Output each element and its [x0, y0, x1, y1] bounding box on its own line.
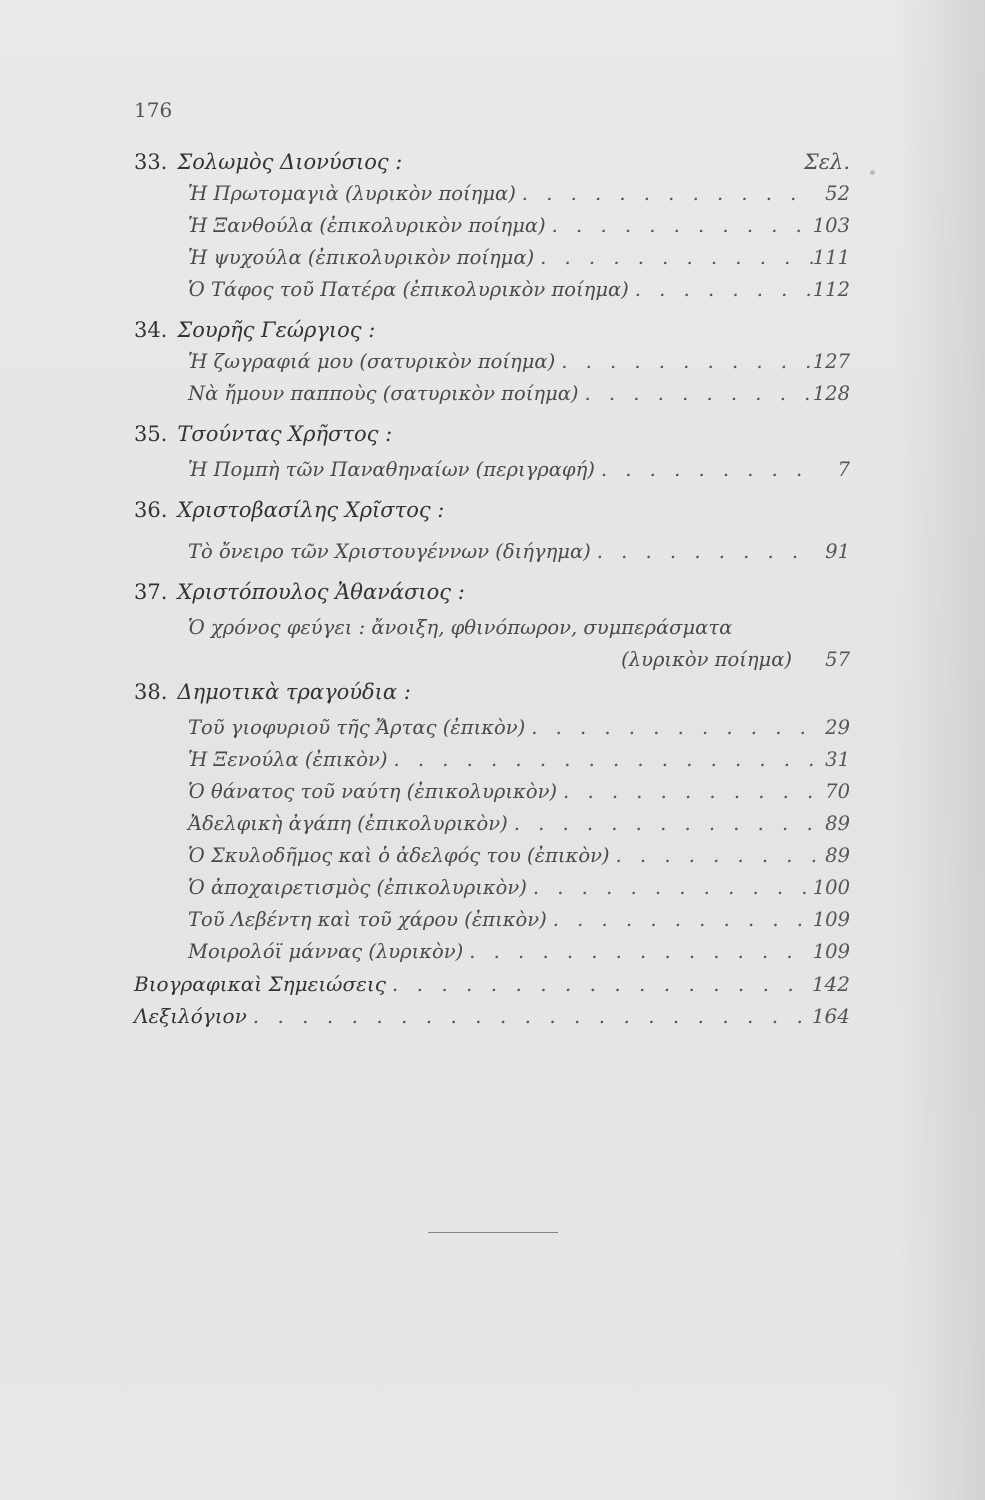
section-heading: [134, 498, 850, 530]
toc-entry: Τοῦ γιοφυριοῦ τῆς Ἄρτας (ἐπικὸν) . . . 29: [134, 716, 850, 748]
section-heading: [134, 150, 850, 182]
section-number: 33.: [134, 150, 168, 174]
toc-entry: Ἡ ζωγραφιά μου (σατυρικὸν ποίημα) . . . 127: [134, 350, 850, 382]
page-number: 176: [134, 98, 173, 122]
section-author: Δημοτικὰ τραγούδια :: [177, 680, 411, 704]
toc-entry: Τὸ ὄνειρο τῶν Χριστουγέννων (διήγημα) . . . 91: [134, 540, 850, 572]
section-author: Σολωμὸς Διονύσιος :: [177, 150, 403, 174]
section-heading: [134, 580, 850, 612]
section-author: Τσούντας Χρῆστος :: [177, 422, 393, 446]
section-heading: [134, 318, 850, 350]
section-author: Χριστόπουλος Ἀθανάσιος :: [177, 580, 465, 604]
end-rule: [428, 1232, 558, 1233]
toc-entry: Ἡ Πομπὴ τῶν Παναθηναίων (περιγραφή) . . . 7: [134, 458, 850, 490]
section-heading: [134, 422, 850, 454]
toc-entry: Ὁ Τάφος τοῦ Πατέρα (ἐπικολυρικὸν ποίημα) . . . 112: [134, 278, 850, 310]
toc-entry-biographies: Βιογραφικαὶ Σημειώσεις . . . 142: [134, 972, 850, 1004]
section-number: 34.: [134, 318, 168, 342]
section-number: 38.: [134, 680, 168, 704]
toc-entry-glossary: Λεξιλόγιον . . . 164: [134, 1004, 850, 1036]
toc-entry: Τοῦ Λεβέντη καὶ τοῦ χάρου (ἐπικὸν) . . . 109: [134, 908, 850, 940]
section-number: 37.: [134, 580, 168, 604]
toc-entry-continuation: (λυρικὸν ποίημα) 57: [621, 648, 850, 671]
toc-entry: Ὁ ἀποχαιρετισμὸς (ἐπικολυρικὸν) . . . 100: [134, 876, 850, 908]
page-edge-shadow: [895, 0, 985, 1500]
toc-entry: Ἡ Ξενούλα (ἐπικὸν) . . . 31: [134, 748, 850, 780]
toc-entry: Νὰ ἤμουν παπποὺς (σατυρικὸν ποίημα) . . . 128: [134, 382, 850, 414]
toc-entry: Ὁ χρόνος φεύγει : ἄνοιξη, φθινόπωρον, συμπεράσματα: [188, 616, 733, 639]
section-author: Σουρῆς Γεώργιος :: [177, 318, 376, 342]
section-number: 35.: [134, 422, 168, 446]
toc-entry: Ἡ Ξανθούλα (ἐπικολυρικὸν ποίημα) . . . 103: [134, 214, 850, 246]
bleed-mark: [870, 170, 875, 175]
page-column-label: Σελ.: [803, 150, 850, 174]
section-heading: [134, 680, 850, 712]
toc-entry: Ἡ ψυχούλα (ἐπικολυρικὸν ποίημα) . . . 111: [134, 246, 850, 278]
toc-entry: Ὁ θάνατος τοῦ ναύτη (ἐπικολυρικὸν) . . . 70: [134, 780, 850, 812]
section-number: 36.: [134, 498, 168, 522]
table-of-contents: [134, 150, 850, 1036]
toc-entry: Ἀδελφικὴ ἀγάπη (ἐπικολυρικὸν) . . . 89: [134, 812, 850, 844]
toc-entry: Ὁ Σκυλοδῆμος καὶ ὁ ἀδελφός του (ἐπικὸν) . . . 89: [134, 844, 850, 876]
toc-entry: Μοιρολόϊ μάννας (λυρικὸν) . . . 109: [134, 940, 850, 972]
section-author: Χριστοβασίλης Χρῖστος :: [177, 498, 445, 522]
toc-entry: Ἡ Πρωτομαγιὰ (λυρικὸν ποίημα) . . . 52: [134, 182, 850, 214]
